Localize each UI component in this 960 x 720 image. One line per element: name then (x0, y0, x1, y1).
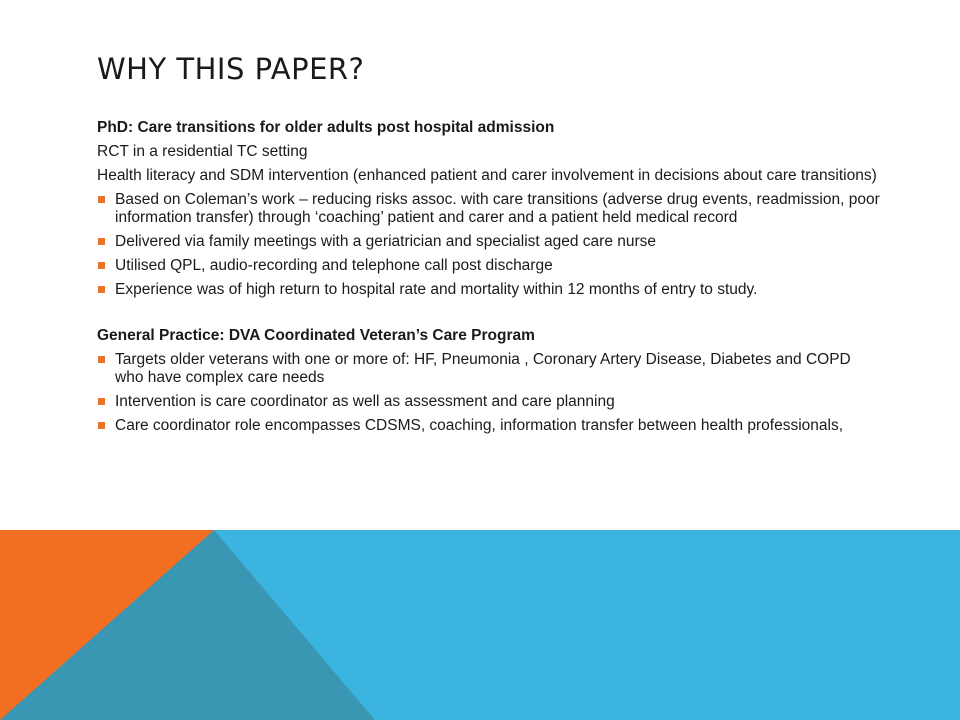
bullet-item (97, 257, 882, 275)
section1-line: Health literacy and SDM intervention (enhanced patient and carer involvement in decisions about care transitions) (97, 167, 877, 184)
bullet-item (97, 233, 882, 251)
bullet-item (97, 417, 882, 435)
square-bullet-icon (98, 422, 105, 429)
square-bullet-icon (98, 196, 105, 203)
bullet-text: Delivered via family meetings with a geriatrician and specialist aged care nurse (115, 233, 657, 250)
bullet-text: Experience was of high return to hospital rate and mortality within 12 months of entry to study. (115, 281, 758, 298)
bullet-text: Intervention is care coordinator as well as assessment and care planning (115, 393, 615, 410)
section2-bullet-list (97, 351, 882, 435)
bullet-item (97, 281, 882, 299)
slide-body (97, 119, 882, 441)
bullet-item (97, 191, 882, 227)
decorative-footer-band (0, 530, 960, 720)
square-bullet-icon (98, 286, 105, 293)
square-bullet-icon (98, 262, 105, 269)
bullet-text: Utilised QPL, audio-recording and telephone call post discharge (115, 257, 553, 274)
section1-bullet-list (97, 191, 882, 299)
slide-title: WHY THIS PAPER? (97, 52, 365, 86)
bullet-text: Targets older veterans with one or more of: HF, Pneumonia , Coronary Artery Disease, Diabetes and COPD who have complex care needs (115, 351, 851, 386)
section-spacer (97, 305, 882, 327)
bullet-item (97, 393, 882, 411)
section1-line: RCT in a residential TC setting (97, 143, 308, 160)
bullet-text: Care coordinator role encompasses CDSMS, coaching, information transfer between health professionals, (115, 417, 844, 434)
square-bullet-icon (98, 398, 105, 405)
square-bullet-icon (98, 238, 105, 245)
bullet-item (97, 351, 882, 387)
section1-heading: PhD: Care transitions for older adults post hospital admission (97, 119, 555, 136)
bullet-text: Based on Coleman’s work – reducing risks assoc. with care transitions (adverse drug events, readmission, poor information transfer) through ‘coaching’ patient and carer and a patient held medical record (115, 191, 880, 226)
square-bullet-icon (98, 356, 105, 363)
section2-heading: General Practice: DVA Coordinated Veteran’s Care Program (97, 327, 535, 344)
